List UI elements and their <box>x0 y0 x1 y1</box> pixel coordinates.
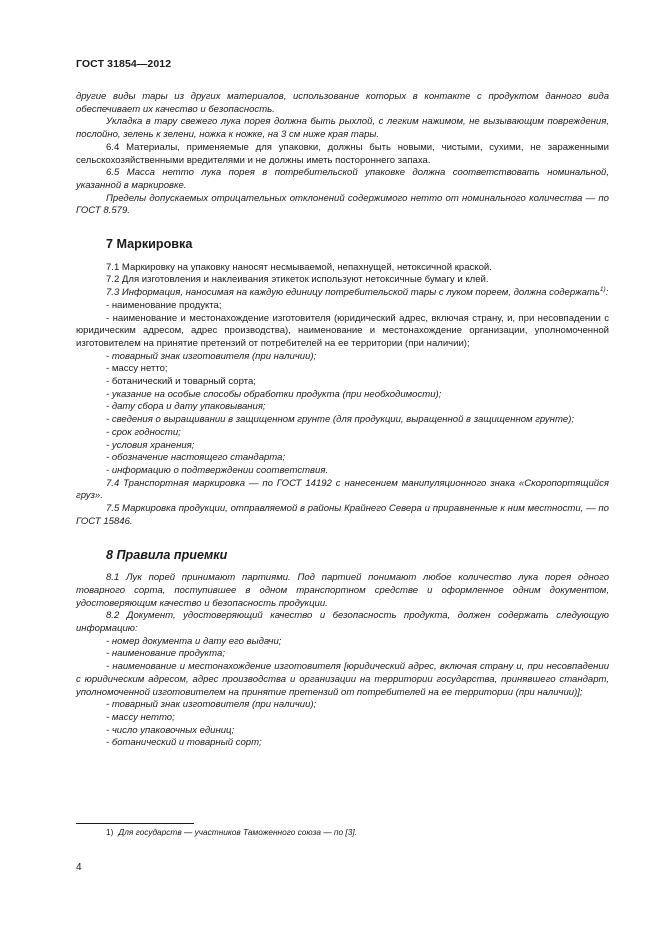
list-item: - сведения о выращивании в защищенном грунте (для продукции, выращенной в защищенном грунте); <box>106 414 575 426</box>
list-item: - товарный знак изготовителя (при наличии); <box>106 699 317 711</box>
clause-7-5: 7.5 Маркировка продукции, отправляемой в районы Крайнего Севера и приравненные к ним местности, — по ГОСТ 15846. <box>76 503 609 527</box>
section-heading-marking: 7 Маркировка <box>106 237 193 252</box>
list-item: - срок годности; <box>106 426 181 438</box>
document-code-header: ГОСТ 31854—2012 <box>76 58 172 70</box>
clause-8-2: 8.2 Документ, удостоверяющий качество и безопасность продукта, должен содержать следующую информацию: <box>76 610 609 635</box>
page-number: 4 <box>76 862 82 873</box>
list-item: - наименование продукта; <box>106 648 225 660</box>
footnote <box>106 827 606 838</box>
footnote-reference[interactable]: 1) <box>599 286 606 294</box>
list-item: - дату сбора и дату упаковывания; <box>106 401 266 413</box>
section-heading-acceptance: 8 Правила приемки <box>106 547 228 562</box>
list-item: - информацию о подтверждении соответствия. <box>106 464 329 476</box>
footnote-divider <box>76 823 194 824</box>
clause-7-3-colon: : <box>605 287 609 299</box>
clause-7-4: 7.4 Транспортная маркировка — по ГОСТ 14192 с нанесением манипуляционного знака «Скоропортящийся груз». <box>76 477 609 502</box>
list-item: - ботанический и товарный сорта; <box>106 376 256 388</box>
footnote-text: Для государств — участников Таможенного союза — по [3]. <box>118 827 357 837</box>
list-item: - наименование продукта; <box>106 299 222 311</box>
document-body <box>76 91 609 750</box>
clause-7-3-text: 7.3 Информация, наносимая на каждую единицу потребительской тары с луком пореем, должна содержать <box>106 287 600 299</box>
paragraph-packing-rule: Укладка в тару свежего лука порея должна быть рыхлой, с легким нажимом, не вызывающим повреждения, послойно, зелень к зелени, ножка к ножке, на 3 см ниже края тары. <box>76 116 609 141</box>
list-item: - номер документа и дату его выдачи; <box>106 635 282 647</box>
paragraph-continued: другие виды тары из других материалов, использование которых в контакте с продуктом данного вида обеспечивает их качество и безопасность. <box>76 91 609 115</box>
clause-6-5: 6.5 Масса нетто лука порея в потребительской упаковке должна соответствовать номинальной, указанной в маркировке. <box>76 167 609 191</box>
clause-6-4: 6.4 Материалы, применяемые для упаковки, должны быть новыми, чистыми, сухими, не зараженными сельскохозяйственными вредителями и не должны иметь постороннего запаха. <box>76 141 609 166</box>
list-item: - массу нетто; <box>106 363 168 375</box>
clause-7-2: 7.2 Для изготовления и наклеивания этикеток используют нетоксичные бумагу и клей. <box>106 274 489 286</box>
clause-7-3 <box>76 287 609 300</box>
list-item: - товарный знак изготовителя (при наличии); <box>106 350 317 362</box>
footnote-marker: 1) <box>106 827 114 837</box>
list-item: - указание на особые способы обработки продукта (при необходимости); <box>106 388 442 400</box>
list-item: - ботанический и товарный сорт; <box>106 737 262 749</box>
list-item: - наименование и местонахождение изготовителя (юридический адрес, включая страну, и, при несовпадении с юридическим адресом, адрес производства), наименование и местонахождение организации, уполномоченной изготовителем на принятие претензий от потребителей на ее территории (при наличии); <box>76 312 609 349</box>
paragraph-tolerance: Пределы допускаемых отрицательных отклонений содержимого нетто от номинального количества — по ГОСТ 8.579. <box>76 192 609 217</box>
list-item: - обозначение настоящего стандарта; <box>106 452 286 464</box>
list-item: - число упаковочных единиц; <box>106 724 235 736</box>
clause-8-1: 8.1 Лук порей принимают партиями. Под партией понимают любое количество лука порея одного товарного сорта, поступившее в одном транспортном средстве и оформленное одним документом, удостоверяющим качество и безопасность продукции. <box>76 572 609 609</box>
list-item: - условия хранения; <box>106 439 195 451</box>
clause-7-1: 7.1 Маркировку на упаковку наносят несмываемой, непахнущей, нетоксичной краской. <box>106 261 492 273</box>
list-item: - наименование и местонахождение изготовителя [юридический адрес, включая страну и, при несовпадении с юридическим адресом, адрес производства и организации на территории государства, принявшего стандарт, уполномоченной изготовителем на принятие претензий от потребителей на ее территории (при наличии)]; <box>76 661 609 698</box>
list-item: - массу нетто; <box>106 711 175 723</box>
